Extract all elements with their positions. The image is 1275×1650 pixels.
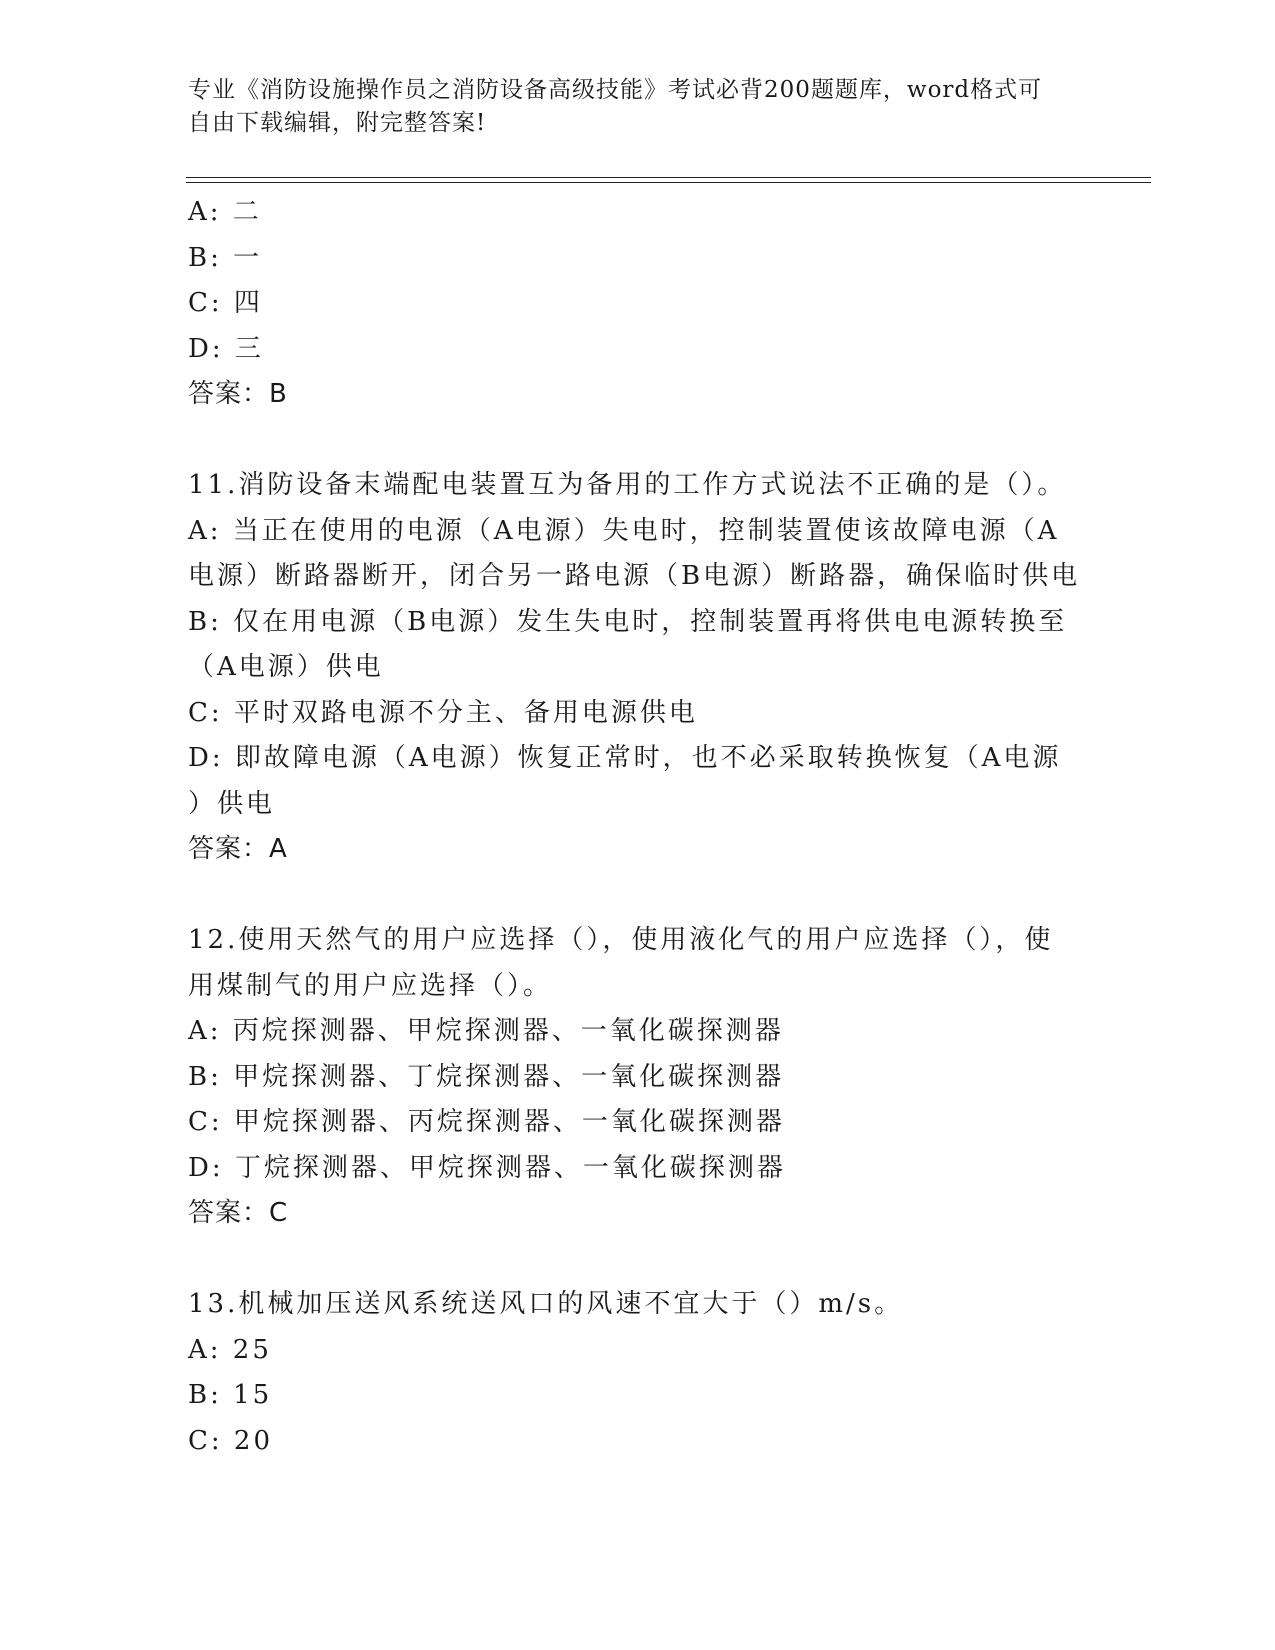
option-d: D: 丁烷探测器、甲烷探测器、一氧化碳探测器 (188, 1152, 786, 1183)
option-b: B: 一 (188, 242, 263, 273)
option-a: A: 丙烷探测器、甲烷探测器、一氧化碳探测器 (188, 1016, 784, 1046)
option-b: B: 15 (188, 1380, 273, 1410)
option-a-line-2: 电源）断路器断开，闭合另一路电源（B电源）断路器，确保临时供电 (188, 561, 1081, 591)
option-c: C: 四 (188, 288, 263, 318)
option-b-line-2: （A电源）供电 (188, 652, 384, 682)
option-d-line-1: D: 即故障电源（A电源）恢复正常时，也不必采取转换恢复（A电源 (188, 743, 1062, 773)
question-list (188, 190, 1088, 1464)
option-b-line-1: B: 仅在用电源（B电源）发生失电时，控制装置再将供电电源转换至 (188, 606, 1068, 637)
option-a-line-1: A: 当正在使用的电源（A电源）失电时，控制装置使该故障电源（A (188, 515, 1060, 546)
question-stem: 11.消防设备末端配电装置互为备用的工作方式说法不正确的是（）。 (188, 470, 1067, 500)
option-a: A: 25 (188, 1334, 272, 1365)
option-c: C: 甲烷探测器、丙烷探测器、一氧化碳探测器 (188, 1107, 785, 1137)
question-prev (188, 190, 1088, 418)
question-stem-line-2: 用煤制气的用户应选择（）。 (188, 970, 553, 1001)
answer: 答案：C (188, 1198, 289, 1228)
question-11 (188, 463, 1088, 873)
question-stem: 13.机械加压送风系统送风口的风速不宜大于（）m/s。 (188, 1289, 904, 1319)
question-12 (188, 918, 1088, 1237)
document-header (188, 74, 1068, 140)
question-13 (188, 1282, 1088, 1464)
answer: 答案：A (188, 834, 288, 864)
option-c: C: 20 (188, 1425, 274, 1456)
question-stem-line-1: 12.使用天然气的用户应选择（），使用液化气的用户应选择（），使 (188, 925, 1054, 955)
option-b: B: 甲烷探测器、丁烷探测器、一氧化碳探测器 (188, 1061, 785, 1092)
spacer (188, 873, 1088, 919)
option-c: C: 平时双路电源不分主、备用电源供电 (188, 697, 698, 728)
option-a: A: 二 (188, 197, 262, 227)
header-divider-bottom (186, 182, 1151, 183)
option-d: D: 三 (188, 333, 264, 364)
option-d-line-2: ）供电 (188, 788, 276, 819)
spacer (188, 418, 1088, 464)
header-divider-top (186, 177, 1151, 178)
spacer (188, 1237, 1088, 1283)
header-line-2: 自由下载编辑，附完整答案! (188, 110, 487, 136)
answer: 答案：B (188, 379, 288, 409)
header-line-1: 专业《消防设施操作员之消防设备高级技能》考试必背200题题库，word格式可 (188, 77, 1043, 103)
